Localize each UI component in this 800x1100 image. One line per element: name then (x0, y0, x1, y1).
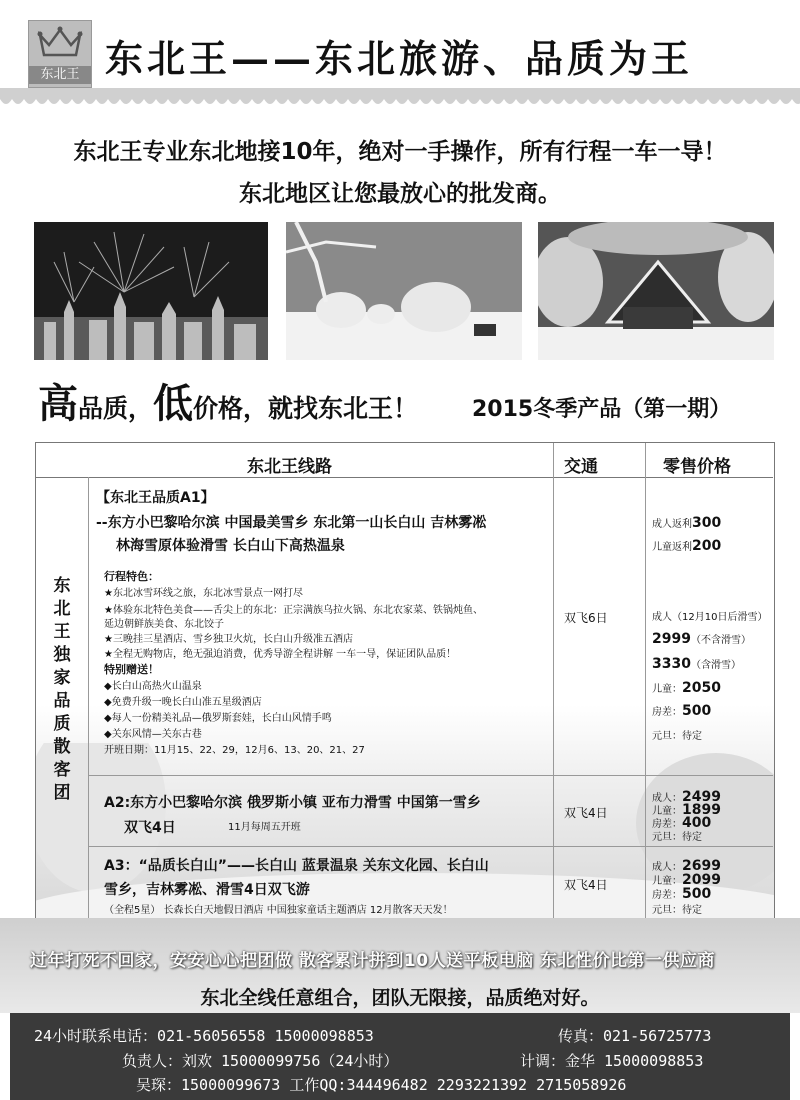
season-title: 2015冬季产品（第一期） (472, 397, 732, 422)
a1-transport: 双飞6日 (564, 611, 608, 625)
a3-title-line1: A3：“品质长白山”——长白山 蓝景温泉 关东文化园、长白山 (104, 858, 489, 874)
promo-line-1: 过年打死不回家，安安心心把团做 散客累计拼到10人送平板电脑 东北性价比第一供应商 (30, 951, 715, 971)
a1-gift-item: ◆免费升级一晚长白山准五星级酒店 (104, 697, 262, 708)
divider (88, 775, 773, 776)
a3-child-price: 儿童：2099 (652, 872, 721, 888)
a3-transport: 双飞4日 (564, 878, 608, 892)
a1-route-line2: 林海雪原体验滑雪 长白山下高热温泉 (116, 538, 345, 554)
a3-note: （全程5星） 长森长白天地假日酒店 中国独家童话主题酒店 12月散客天天发！ (104, 905, 453, 916)
header-slogan: 东北王——东北旅游、品质为王 (105, 36, 694, 81)
scallop-divider (0, 88, 800, 110)
divider (88, 477, 89, 918)
a3-yuandan: 元旦：待定 (652, 905, 702, 916)
promo-line-2: 东北全线任意组合，团队无限接，品质绝对好。 (200, 987, 600, 1009)
a1-feature-item: ★全程无购物店，绝无强迫消费，优秀导游全程讲解 一车一导，保证团队品质！ (104, 649, 457, 660)
a1-room-price: 房差：500 (652, 703, 712, 719)
headline-di: 低 (153, 380, 194, 427)
headline (38, 372, 418, 429)
a1-feature-item: ★体验东北特色美食——舌尖上的东北：正宗满族乌拉火锅、东北农家菜、铁锅炖鱼、 (104, 605, 483, 616)
logo-text: 东北王 (29, 66, 91, 84)
a1-gifts-title: 特别赠送！ (104, 663, 159, 676)
a1-price-2: 3330（含滑雪） (652, 656, 741, 672)
hotline: 24小时联系电话：021-56056558 15000098853 (34, 1027, 374, 1045)
table-header (35, 443, 773, 478)
wu-contact: 吴琛：15000099673 工作QQ:344496482 2293221392 2715058926 (136, 1076, 627, 1094)
a2-yuandan: 元旦：待定 (652, 832, 702, 843)
a2-child-price: 儿童：1899 (652, 802, 721, 818)
photo-ice-festival-fireworks (34, 222, 268, 360)
a3-room-price: 房差：500 (652, 886, 712, 902)
photo-snowy-cabin (538, 222, 774, 360)
manager-contact: 负责人：刘欢 15000099756（24小时） (122, 1052, 399, 1070)
a3-adult-price: 成人：2699 (652, 858, 721, 874)
a1-gift-item: ◆长白山高热火山温泉 (104, 681, 202, 692)
a1-child-rebate: 儿童返利200 (652, 538, 722, 554)
intro-line-2: 东北地区让您最放心的批发商。 (239, 181, 561, 207)
a1-yuandan: 元旦：待定 (652, 731, 702, 742)
photo-snowy-trees (286, 222, 522, 360)
header-transport: 交通 (564, 457, 598, 477)
a1-price-note: 成人（12月10日后滑雪） (652, 612, 768, 623)
divider (88, 846, 773, 847)
a1-title: 【东北王品质A1】 (96, 490, 215, 506)
header-price: 零售价格 (663, 457, 731, 477)
a2-transport: 双飞4日 (564, 806, 608, 820)
a2-title: A2:东方小巴黎哈尔滨 俄罗斯小镇 亚布力滑雪 中国第一雪乡 (104, 795, 481, 811)
a3-title-line2: 雪乡，吉林雾凇、滑雪4日双飞游 (104, 882, 310, 898)
planner-contact: 计调：金华 15000098853 (520, 1052, 704, 1070)
intro-line-1: 东北王专业东北地接10年，绝对一手操作，所有行程一车一导！ (73, 139, 727, 165)
crown-icon (37, 25, 83, 59)
headline-gao: 高 (38, 380, 78, 427)
side-label: 东北王独家品质散客团 (53, 576, 71, 803)
a1-feature-item: ★东北冰雪环线之旅，东北冰雪景点一网打尽 (104, 588, 303, 599)
headline-part1: 品质， (78, 394, 154, 423)
fax: 传真：021-56725773 (558, 1027, 712, 1045)
header-route: 东北王线路 (247, 457, 332, 477)
a1-dates: 开班日期：11月15、22、29，12月6、13、20、21、27 (104, 745, 365, 756)
a1-price-1: 2999（不含滑雪） (652, 631, 751, 647)
a2-adult-price: 成人：2499 (652, 789, 721, 805)
a1-features-title: 行程特色： (104, 570, 159, 583)
a1-feature-item: ★三晚挂三星酒店、雪乡独卫火炕，长白山升级准五酒店 (104, 634, 353, 645)
headline-part2: 价格，就找东北王！ (193, 394, 419, 423)
a2-subtitle: 双飞4日 (124, 820, 176, 836)
contact-footer (10, 1013, 790, 1100)
a1-child-price: 儿童：2050 (652, 680, 721, 696)
a1-adult-rebate: 成人返利300 (652, 515, 722, 531)
company-logo (28, 20, 92, 88)
a1-gift-item: ◆每人一份精美礼品—俄罗斯套娃，长白山风情手鸣 (104, 713, 332, 724)
a1-route-line1: --东方小巴黎哈尔滨 中国最美雪乡 东北第一山长白山 吉林雾凇 (96, 515, 487, 531)
a2-schedule: 11月每周五开班 (228, 822, 301, 833)
a1-gift-item: ◆关东风情—关东古巷 (104, 729, 202, 740)
a2-room-price: 房差：400 (652, 815, 712, 831)
a1-feature-item: 延边朝鲜族美食、东北饺子 (104, 619, 224, 630)
